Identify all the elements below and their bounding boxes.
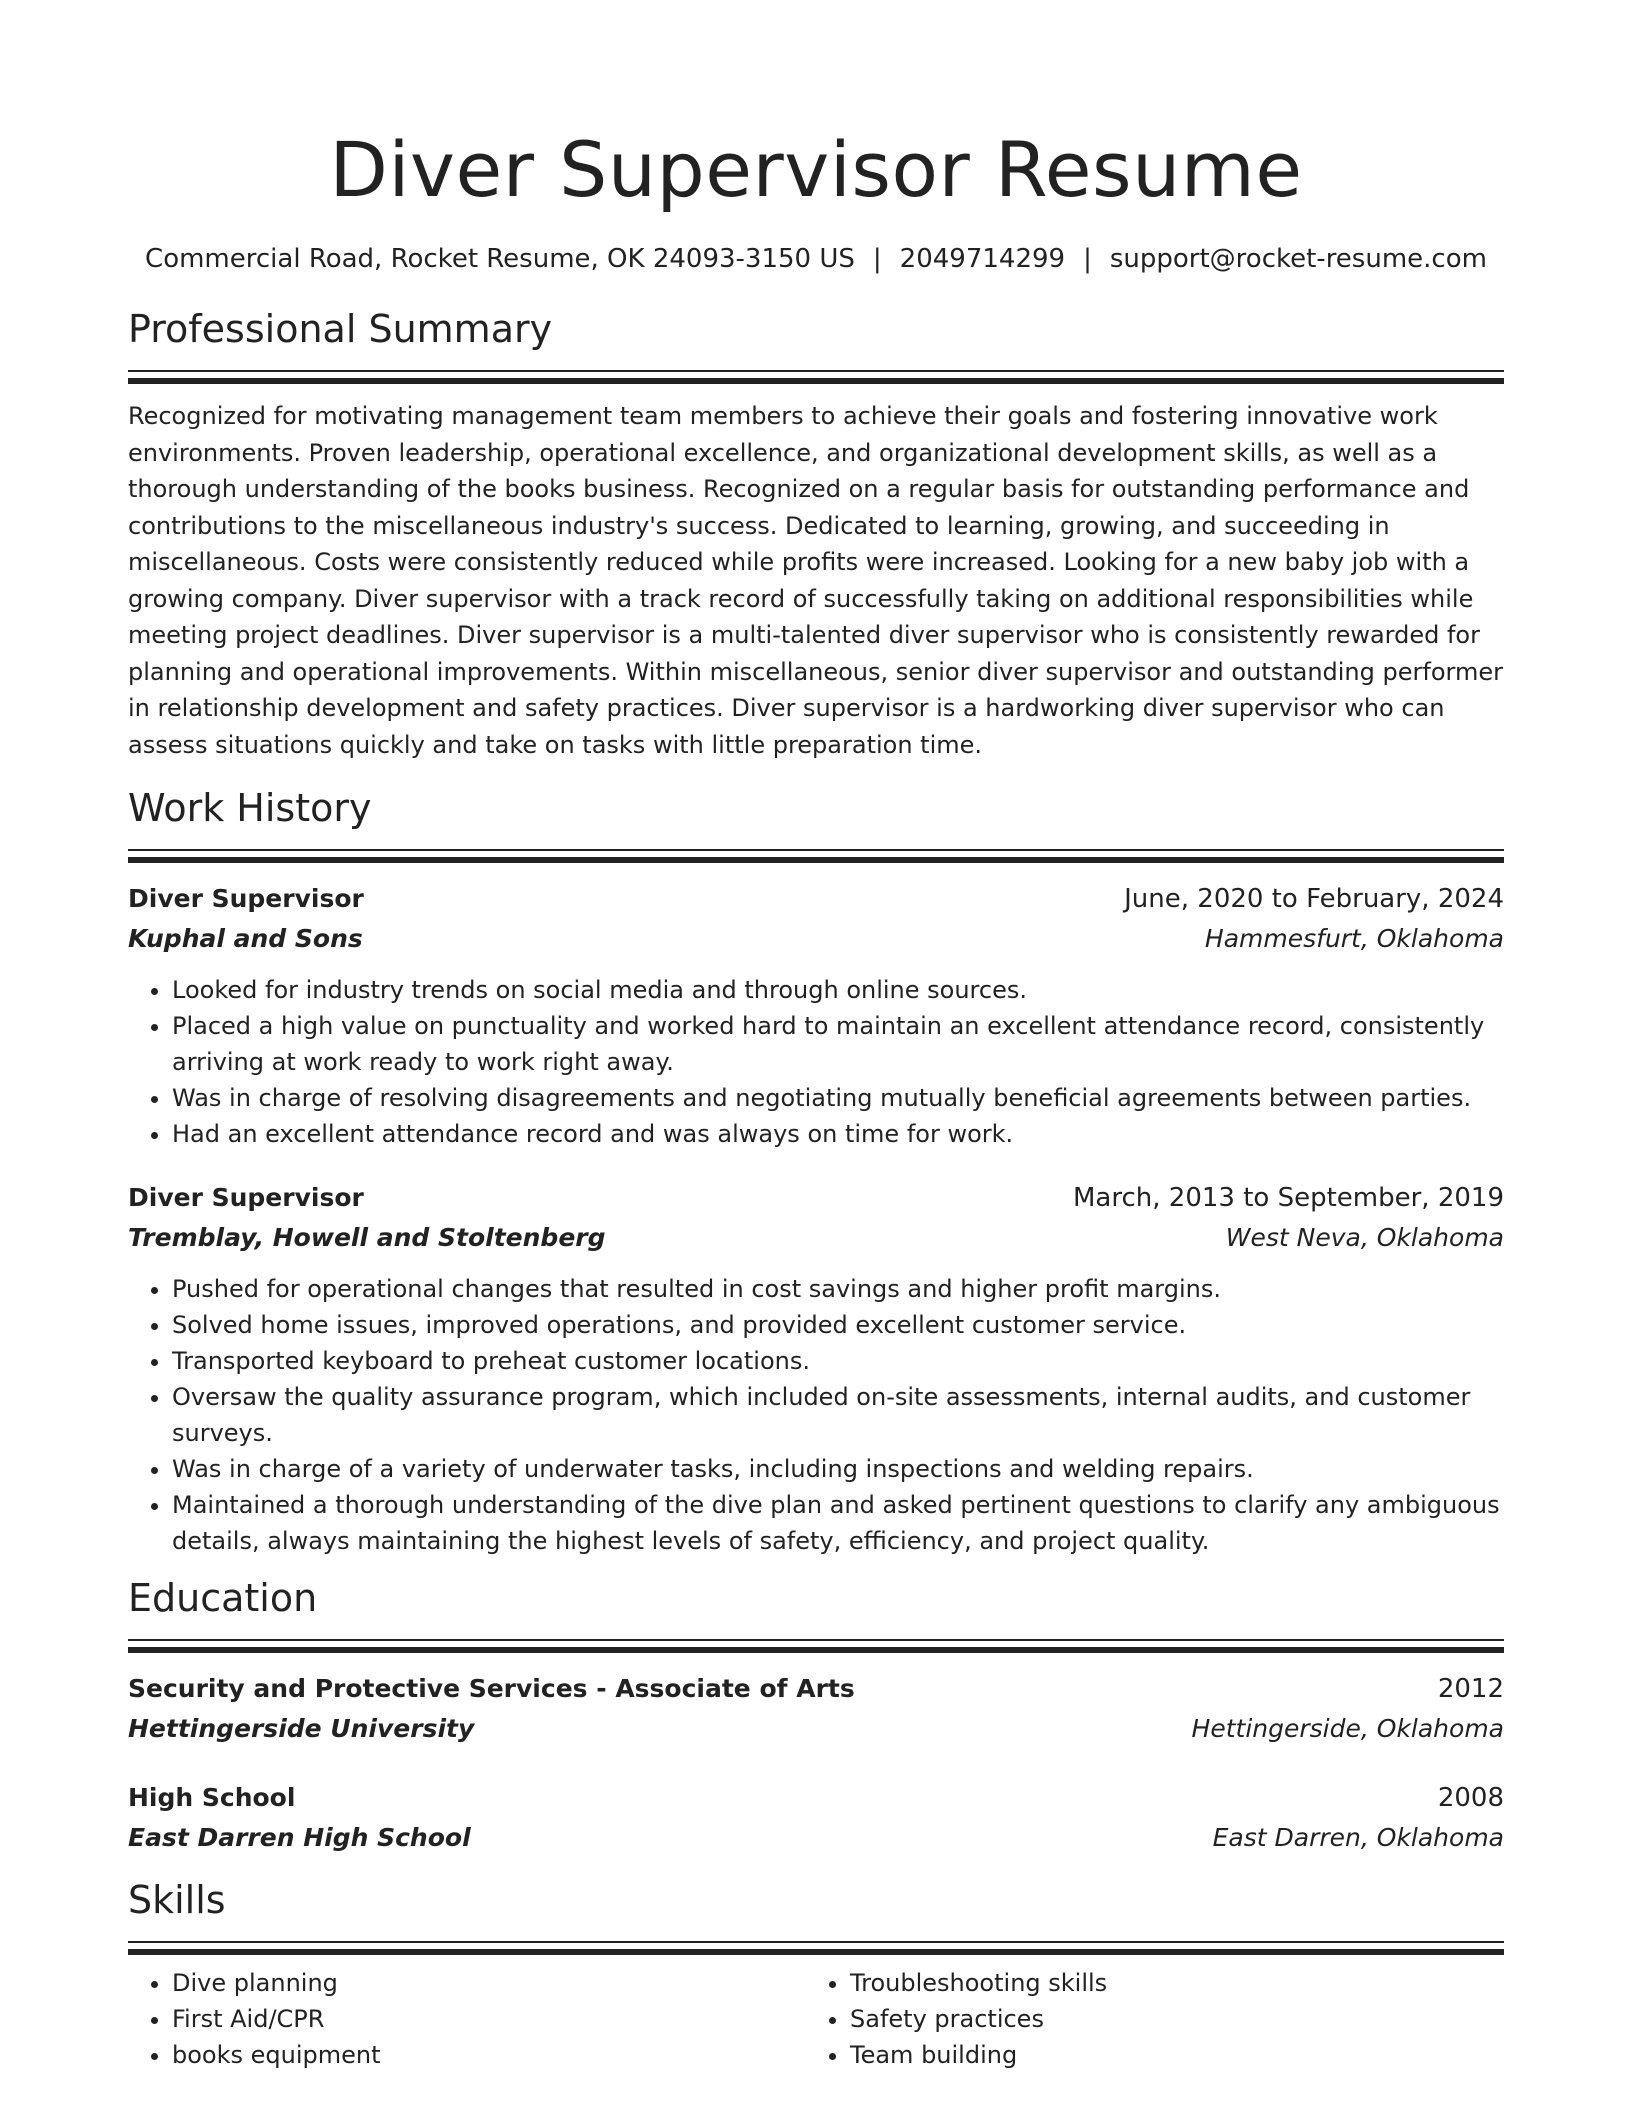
section-rule	[128, 370, 1504, 372]
contact-line	[128, 242, 1504, 276]
section-rule-thick	[128, 857, 1504, 863]
skill-item: • books equipment	[172, 2037, 806, 2073]
education-entry	[128, 1669, 1504, 1748]
education-year: 2008	[1437, 1783, 1504, 1813]
skill-item: • Safety practices	[850, 2001, 1484, 2037]
job-dates: June, 2020 to February, 2024	[1124, 884, 1504, 914]
job-company-row	[128, 919, 1504, 958]
education-school-row	[128, 1818, 1504, 1857]
education-year: 2012	[1437, 1674, 1504, 1704]
job-bullet: • Pushed for operational changes that resulted in cost savings and higher profit margins.	[172, 1271, 1504, 1307]
section-title-education: Education	[128, 1576, 318, 1620]
contact-separator: |	[872, 244, 882, 274]
skills-section	[128, 1875, 1504, 2073]
education-school: Hettingerside University	[128, 1714, 475, 1743]
job-dates: March, 2013 to September, 2019	[1073, 1183, 1504, 1213]
section-rule-thick	[128, 378, 1504, 384]
education-location: East Darren, Oklahoma	[1212, 1823, 1504, 1852]
job-bullets	[128, 972, 1504, 1152]
contact-separator: |	[1083, 244, 1092, 274]
job-bullet: • Was in charge of resolving disagreements and negotiating mutually beneficial agreements between parties.	[172, 1080, 1504, 1116]
skill-item: • Troubleshooting skills	[850, 1965, 1484, 2001]
job-title: Diver Supervisor	[128, 1183, 364, 1212]
job-company: Kuphal and Sons	[128, 924, 363, 953]
education-entry	[128, 1778, 1504, 1857]
education-degree: High School	[128, 1783, 296, 1812]
education-school: East Darren High School	[128, 1823, 471, 1852]
skills-column-right	[806, 1965, 1484, 2073]
job-header-row	[128, 1178, 1504, 1218]
section-rule	[128, 849, 1504, 851]
education-section	[128, 1573, 1504, 1857]
contact-email: support@rocket-resume.com	[1109, 244, 1487, 274]
job-bullet: • Transported keyboard to preheat customer locations.	[172, 1343, 1504, 1379]
section-title-skills: Skills	[128, 1878, 226, 1922]
resume-title: Diver Supervisor Resume	[329, 125, 1303, 214]
job-entry	[128, 879, 1504, 1152]
skills-list	[806, 1965, 1484, 2073]
work-history-section	[128, 783, 1504, 1559]
job-bullet: • Had an excellent attendance record and was always on time for work.	[172, 1116, 1504, 1152]
skill-item: • Team building	[850, 2037, 1484, 2073]
skill-item: • Dive planning	[172, 1965, 806, 2001]
section-rule	[128, 1941, 1504, 1943]
job-bullet: • Looked for industry trends on social media and through online sources.	[172, 972, 1504, 1008]
skill-item: • First Aid/CPR	[172, 2001, 806, 2037]
job-header-row	[128, 879, 1504, 919]
job-bullet: • Maintained a thorough understanding of the dive plan and asked pertinent questions to clarify any ambiguous details, always maintaining the highest levels of safety, efficiency, and project quality.	[172, 1487, 1504, 1559]
skills-column-left	[128, 1965, 806, 2073]
skills-list	[128, 1965, 806, 2073]
education-header-row	[128, 1669, 1504, 1709]
section-rule-thick	[128, 1647, 1504, 1653]
section-title-work-history: Work History	[128, 786, 372, 830]
section-rule	[128, 1639, 1504, 1641]
job-bullet: • Solved home issues, improved operations, and provided excellent customer service.	[172, 1307, 1504, 1343]
contact-phone: 2049714299	[899, 244, 1066, 274]
job-company-row	[128, 1218, 1504, 1257]
job-location: West Neva, Oklahoma	[1225, 1223, 1504, 1252]
job-location: Hammesfurt, Oklahoma	[1204, 924, 1504, 953]
resume-page	[128, 0, 1504, 2073]
education-header-row	[128, 1778, 1504, 1818]
skills-grid	[128, 1965, 1504, 2073]
section-rule-thick	[128, 1949, 1504, 1955]
job-bullet: • Was in charge of a variety of underwater tasks, including inspections and welding repairs.	[172, 1451, 1504, 1487]
contact-address: Commercial Road, Rocket Resume, OK 24093-3150 US	[145, 244, 855, 274]
education-school-row	[128, 1709, 1504, 1748]
job-title: Diver Supervisor	[128, 884, 364, 913]
job-bullet: • Oversaw the quality assurance program, which included on-site assessments, internal audits, and customer surveys.	[172, 1379, 1504, 1451]
education-degree: Security and Protective Services - Associate of Arts	[128, 1674, 855, 1703]
summary-section	[128, 304, 1504, 763]
section-title-summary: Professional Summary	[128, 307, 553, 351]
job-bullets	[128, 1271, 1504, 1559]
education-location: Hettingerside, Oklahoma	[1191, 1714, 1504, 1743]
job-bullet: • Placed a high value on punctuality and worked hard to maintain an excellent attendance record, consistently arriving at work ready to work right away.	[172, 1008, 1504, 1080]
job-company: Tremblay, Howell and Stoltenberg	[128, 1223, 606, 1252]
job-entry	[128, 1178, 1504, 1559]
summary-text: Recognized for motivating management team members to achieve their goals and fostering innovative work environments. Proven leadership, operational excellence, and organizational development skills, as well as a thorough understanding of the books business. Recognized on a regular basis for outstanding performance and contributions to the miscellaneous industry's success. Dedicated to learning, growing, and succeeding in miscellaneous. Costs were consistently reduced while profits were increased. Looking for a new baby job with a growing company. Diver supervisor with a track record of successfully taking on additional responsibilities while meeting project deadlines. Diver supervisor is a multi-talented diver supervisor who is consistently rewarded for planning and operational improvements. Within miscellaneous, senior diver supervisor and outstanding performer in relationship development and safety practices. Diver supervisor is a hardworking diver supervisor who can assess situations quickly and take on tasks with little preparation time.	[128, 402, 1503, 759]
